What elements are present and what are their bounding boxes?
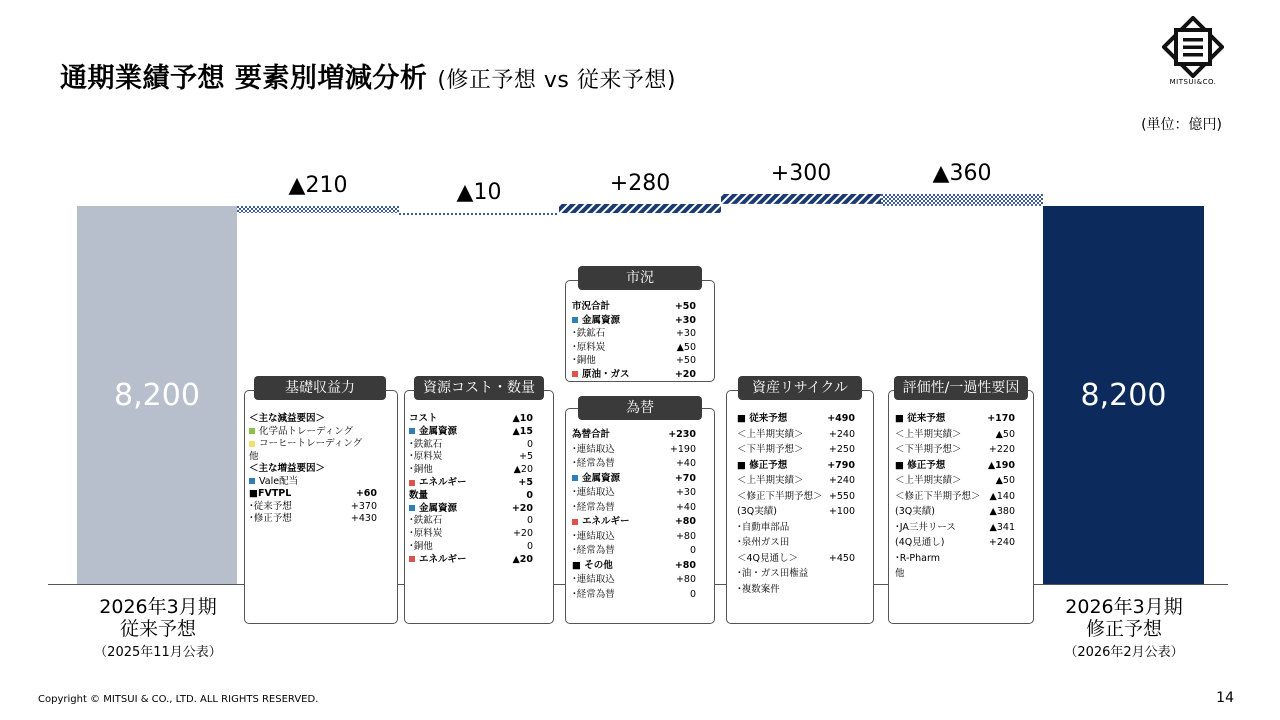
shigen-row-value: 0	[526, 541, 533, 552]
shigen-row-text: 数量	[409, 489, 429, 501]
shigen-row-label	[409, 541, 433, 553]
shigen-row-text: ･銅他	[409, 464, 433, 476]
kawase-row-text: 為替合計	[572, 429, 611, 440]
kiso-row-label	[249, 413, 325, 425]
kawase-row-label	[572, 444, 615, 456]
kiso-row-text: ■FVTPL	[249, 488, 292, 499]
shisan-row-text: (3Q実績)	[737, 506, 777, 517]
kiso-row-label	[249, 501, 292, 513]
hyoka-row-text: ■ 従来予想	[895, 413, 946, 424]
shikyo-row-label	[572, 328, 605, 340]
axis-label-new-line1: 2026年3月期	[1065, 596, 1183, 618]
shigen-row-label	[409, 426, 457, 438]
hyoka-row-label	[895, 475, 962, 487]
kawase-row-label	[572, 531, 615, 543]
color-square-icon	[409, 505, 415, 511]
color-square-icon	[249, 441, 255, 447]
shigen-row-value: ▲15	[512, 425, 533, 437]
hyoka-row-label	[895, 460, 945, 472]
factor-box-kiso	[244, 390, 398, 624]
page-number: 14	[1216, 690, 1234, 706]
shikyo-row-label	[572, 369, 630, 381]
shigen-row-text: エネルギー	[419, 553, 467, 565]
color-square-icon	[249, 428, 255, 434]
factor-box-kawase	[565, 408, 715, 624]
title-main: 通期業績予想 要素別増減分析	[60, 63, 428, 94]
kiso-row-label	[249, 513, 292, 525]
shikyo-row-value: +20	[674, 368, 696, 380]
shisan-row-value: +100	[828, 506, 855, 517]
factor-head-shikyo: 市況	[578, 266, 702, 290]
hyoka-row-label	[895, 568, 905, 580]
kiso-row-label	[249, 438, 362, 450]
shisan-row-text: ＜4Q見通し＞	[737, 552, 799, 564]
shikyo-row-text: ･鉄鉱石	[572, 328, 606, 339]
kawase-row-label	[572, 516, 630, 528]
kawase-row-value: +30	[675, 487, 696, 498]
color-square-icon	[572, 371, 578, 377]
color-square-icon	[249, 478, 255, 484]
page-title	[60, 56, 676, 95]
axis-label-new-line3: （2026年2月公表）	[1064, 645, 1184, 660]
kawase-row-label	[572, 429, 610, 441]
delta-label-3: +280	[609, 171, 671, 197]
kawase-row-value: +80	[674, 559, 696, 571]
shikyo-row-text: 市況合計	[572, 301, 611, 312]
kawase-row-text: ･連結取込	[572, 487, 615, 498]
shisan-row-label	[737, 537, 789, 549]
mitsui-logo	[1162, 16, 1224, 88]
kiso-row-text: ･修正予想	[249, 513, 292, 524]
hyoka-row-value: ▲380	[989, 506, 1015, 517]
kawase-row-text: ･経常為替	[572, 501, 615, 513]
factor-box-shisan	[726, 390, 874, 624]
color-square-icon	[572, 317, 578, 323]
kiso-row-text: Vale配当	[259, 475, 299, 487]
shisan-row-text: ･泉州ガス田	[737, 537, 790, 548]
hyoka-row-label	[895, 444, 962, 456]
unit-label: (単位：億円)	[1141, 117, 1222, 133]
axis-label-new	[1034, 596, 1214, 666]
kawase-row-label	[572, 502, 615, 514]
shisan-row-label	[737, 475, 804, 487]
factor-head-hyoka: 評価性/一過性要因	[894, 376, 1028, 400]
shikyo-row-value: +30	[674, 314, 696, 326]
hyoka-row-label	[895, 537, 944, 549]
kiso-row-text: コーヒートレーディング	[259, 438, 363, 449]
factor-head-kawase: 為替	[578, 396, 702, 420]
kawase-row-text: ■ その他	[572, 559, 613, 571]
kawase-row-text: ･経常為替	[572, 545, 615, 556]
factor-box-shigen	[404, 390, 554, 624]
hyoka-row-text: ＜上半期実績＞	[895, 428, 962, 440]
kawase-row-value: +70	[674, 472, 696, 484]
kiso-row-value: +370	[350, 500, 377, 512]
shisan-row-text: ＜上半期実績＞	[737, 475, 804, 486]
kiso-row-label	[249, 451, 259, 463]
kiso-row-label	[249, 476, 298, 488]
copyright: Copyright © MITSUI & CO., LTD. ALL RIGHTS RESERVED.	[38, 694, 319, 705]
shisan-row-value: +250	[828, 444, 855, 455]
kawase-row-value: +80	[675, 574, 696, 585]
factor-box-hyoka	[888, 390, 1034, 624]
hyoka-row-value: +220	[988, 444, 1015, 455]
shigen-row-text: コスト	[409, 413, 438, 424]
shigen-row-text: ･銅他	[409, 541, 433, 552]
shisan-row-label	[737, 429, 804, 441]
axis-label-prev-line2: 従来予想	[119, 618, 196, 640]
delta-bar-2	[399, 213, 559, 215]
shisan-row-label	[737, 506, 777, 518]
hyoka-row-text: ＜修正下半期予想＞	[895, 490, 981, 502]
hyoka-row-value: +240	[988, 537, 1015, 548]
kiso-row-text: ＜主な減益要因＞	[249, 413, 326, 424]
color-square-icon	[409, 480, 415, 486]
shigen-row-label	[409, 413, 438, 425]
kawase-row-text: エネルギー	[582, 516, 630, 527]
shigen-row-label	[409, 503, 457, 515]
kawase-row-label	[572, 560, 613, 572]
kawase-row-value: +40	[675, 501, 696, 513]
shigen-row-text: ･原料炭	[409, 451, 443, 463]
factor-head-shisan: 資産リサイクル	[738, 376, 862, 400]
logo-icon	[1162, 16, 1224, 78]
shisan-row-value: +550	[828, 490, 855, 502]
delta-label-1: ▲210	[288, 173, 348, 198]
shigen-row-text: ･原料炭	[409, 528, 443, 540]
shisan-row-text: ･油・ガス田権益	[737, 568, 809, 579]
shisan-row-text: ＜下半期予想＞	[737, 444, 804, 455]
shisan-row-value: +240	[828, 475, 855, 486]
shisan-row-value: +790	[827, 459, 855, 471]
shikyo-row-text: ･銅他	[572, 355, 596, 366]
shigen-row-value: +20	[511, 502, 533, 514]
axis-label-new-line2: 修正予想	[1085, 618, 1162, 640]
kawase-row-label	[572, 473, 620, 485]
shikyo-row-value: ▲50	[676, 341, 696, 353]
shisan-row-label	[737, 584, 780, 596]
shisan-row-label	[737, 568, 808, 580]
kawase-row-label	[572, 458, 615, 470]
shisan-row-text: ･自動車部品	[737, 521, 790, 533]
kawase-row-text: ･連結取込	[572, 530, 615, 542]
shisan-row-label	[737, 522, 789, 534]
kawase-row-text: ･連結取込	[572, 443, 615, 455]
hyoka-row-text: (3Q実績)	[895, 506, 935, 517]
kawase-row-text: 金属資源	[582, 472, 621, 484]
shikyo-row-label	[572, 342, 605, 354]
hyoka-row-label	[895, 553, 940, 565]
kawase-row-value: +40	[675, 458, 696, 469]
kawase-row-value: +80	[674, 516, 696, 527]
shisan-row-text: ＜上半期実績＞	[737, 428, 804, 440]
shigen-row-label	[409, 464, 433, 476]
hyoka-row-text: ＜下半期予想＞	[895, 444, 962, 455]
shigen-row-label	[409, 439, 442, 451]
delta-label-4: +300	[770, 161, 832, 187]
hyoka-row-value: +170	[987, 413, 1015, 424]
kiso-row-text: 他	[249, 450, 259, 462]
axis-label-prev-line1: 2026年3月期	[99, 596, 217, 618]
color-square-icon	[572, 475, 578, 481]
kawase-row-label	[572, 487, 615, 499]
shigen-row-text: 金属資源	[419, 502, 458, 514]
kiso-row-label	[249, 463, 325, 475]
hyoka-row-value: ▲190	[987, 459, 1015, 471]
shikyo-row-label	[572, 355, 596, 367]
shisan-row-text: ■ 修正予想	[737, 459, 788, 471]
delta-label-2: ▲10	[456, 179, 502, 205]
shigen-row-value: +20	[512, 528, 533, 540]
color-square-icon	[572, 519, 578, 525]
hyoka-row-text: (4Q見通し)	[895, 537, 945, 548]
hyoka-row-label	[895, 429, 962, 441]
kawase-row-value: +190	[669, 443, 696, 455]
kiso-row-label	[249, 426, 353, 438]
kiso-row-text: 化学品トレーディング	[259, 425, 354, 437]
kawase-row-value: 0	[689, 588, 696, 600]
shigen-row-value: +5	[518, 451, 533, 463]
shigen-row-label	[409, 451, 442, 463]
hyoka-row-value: ▲140	[989, 490, 1015, 502]
delta-bar-5	[881, 194, 1043, 206]
kawase-row-text: ･連結取込	[572, 574, 615, 585]
shigen-row-text: エネルギー	[419, 477, 467, 488]
kawase-row-text: ･経常為替	[572, 588, 615, 600]
shigen-row-value: 0	[526, 515, 533, 527]
delta-bar-3	[559, 204, 721, 213]
kiso-row-value: +430	[350, 513, 377, 524]
kawase-row-value: +80	[675, 530, 696, 542]
kiso-row-text: ＜主な増益要因＞	[249, 463, 326, 474]
shikyo-row-label	[572, 301, 610, 313]
factor-box-shikyo	[565, 280, 715, 382]
kawase-row-value: +230	[668, 429, 696, 440]
shikyo-row-text: 金属資源	[582, 314, 621, 326]
hyoka-row-text: ＜上半期実績＞	[895, 475, 962, 486]
factor-head-shigen: 資源コスト・数量	[414, 376, 544, 400]
color-square-icon	[409, 556, 415, 562]
shisan-row-text: ＜修正下半期予想＞	[737, 490, 823, 502]
shisan-row-text: ■ 従来予想	[737, 413, 788, 424]
bar-new-label: 8,200	[1080, 378, 1167, 413]
kiso-row-value: +60	[355, 488, 377, 499]
color-square-icon	[409, 428, 415, 434]
shigen-row-label	[409, 515, 442, 527]
shisan-row-value: +240	[828, 428, 855, 440]
shikyo-row-label	[572, 315, 620, 327]
shigen-row-value: +5	[518, 477, 533, 488]
shikyo-row-value: +50	[675, 355, 696, 366]
hyoka-row-label	[895, 522, 956, 534]
shikyo-row-text: 原油・ガス	[582, 368, 630, 380]
shigen-row-value: ▲20	[512, 553, 533, 565]
axis-label-prev	[68, 596, 248, 666]
kawase-row-label	[572, 574, 615, 586]
shisan-row-value: +490	[827, 413, 855, 424]
hyoka-row-text: ･R-Pharm	[895, 552, 940, 564]
shisan-row-label	[737, 460, 787, 472]
hyoka-row-label	[895, 413, 945, 425]
hyoka-row-value: ▲341	[989, 521, 1015, 533]
shisan-row-label	[737, 413, 787, 425]
shigen-row-text: ･鉄鉱石	[409, 515, 443, 527]
hyoka-row-text: ■ 修正予想	[895, 459, 946, 471]
hyoka-row-label	[895, 506, 935, 518]
shisan-row-text: ･複数案件	[737, 583, 780, 595]
delta-bar-4	[721, 194, 881, 204]
shigen-row-value: 0	[526, 438, 533, 450]
shigen-row-text: ･鉄鉱石	[409, 438, 443, 450]
title-sub: (修正予想 vs 従来予想)	[437, 68, 676, 93]
delta-label-5: ▲360	[932, 161, 992, 187]
axis-label-prev-line3: （2025年11月公表）	[94, 645, 222, 660]
kawase-row-value: 0	[689, 545, 696, 556]
shigen-row-label	[409, 554, 467, 566]
kawase-row-label	[572, 589, 615, 601]
kawase-row-label	[572, 545, 615, 557]
shisan-row-label	[737, 444, 804, 456]
hyoka-row-text: ･JA三井リース	[895, 521, 956, 533]
shigen-row-value: ▲20	[513, 464, 533, 476]
shikyo-row-value: +50	[674, 301, 696, 312]
hyoka-row-value: ▲50	[995, 475, 1015, 486]
shisan-row-label	[737, 553, 798, 565]
shigen-row-value: ▲10	[512, 413, 533, 424]
shigen-row-label	[409, 477, 467, 489]
shigen-row-label	[409, 490, 428, 502]
bar-prev-label: 8,200	[114, 378, 200, 413]
kawase-row-text: ･経常為替	[572, 458, 615, 469]
shigen-row-label	[409, 528, 442, 540]
logo-text: MITSUI&CO.	[1169, 78, 1217, 86]
factor-head-kiso: 基礎収益力	[254, 376, 386, 400]
shikyo-row-text: ･原料炭	[572, 341, 606, 353]
hyoka-row-value: ▲50	[995, 428, 1015, 440]
shikyo-row-value: +30	[675, 328, 696, 339]
kiso-row-text: ･従来予想	[249, 500, 292, 512]
shigen-row-value: 0	[526, 489, 533, 501]
shisan-row-value: +450	[828, 552, 855, 564]
kiso-row-label	[249, 488, 291, 500]
shigen-row-text: 金属資源	[419, 425, 458, 437]
delta-bar-1	[237, 206, 399, 213]
hyoka-row-text: 他	[895, 568, 905, 579]
